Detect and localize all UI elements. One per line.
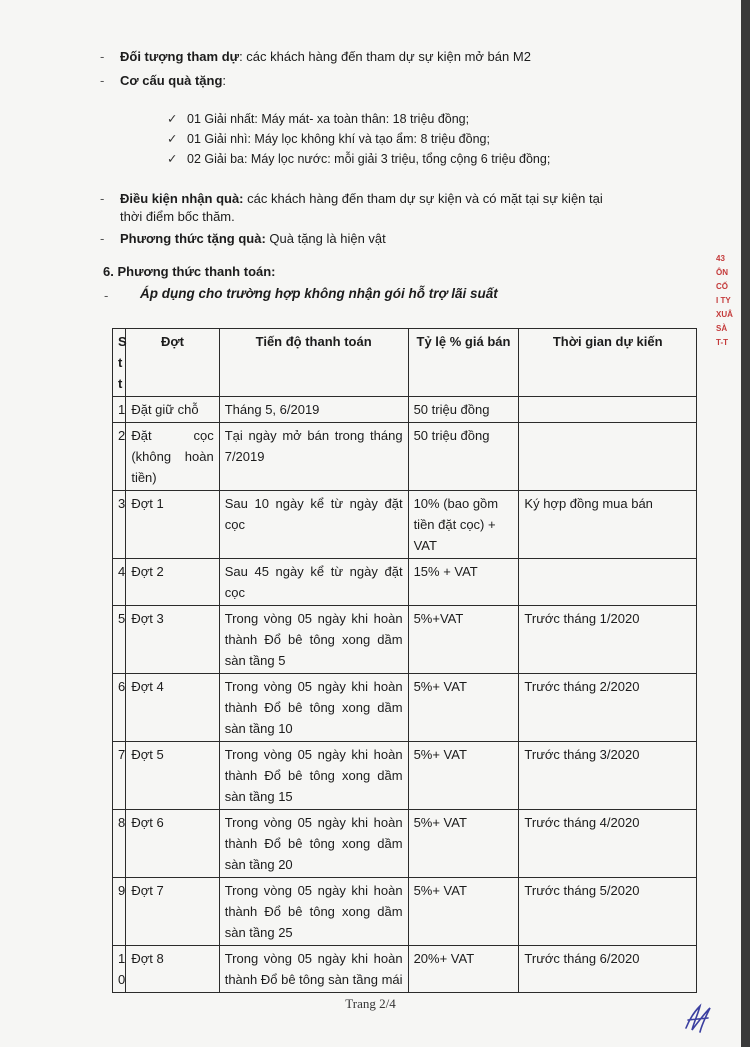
- checkmark-icon: ✓: [167, 112, 178, 126]
- cell-stt: 2: [113, 423, 126, 491]
- cell-dot: Đợt 5: [126, 742, 219, 810]
- cell-percentage: 5%+ VAT: [408, 674, 519, 742]
- stamp-text: T-T: [716, 338, 728, 347]
- table-row: [113, 742, 697, 810]
- cell-dot: Đợt 8: [126, 946, 219, 993]
- checkmark-icon: ✓: [167, 132, 178, 146]
- cell-expected-time: Trước tháng 2/2020: [519, 674, 697, 742]
- bullet-gift-label: Cơ cấu quà tặng: [120, 73, 223, 88]
- cell-expected-time: Trước tháng 3/2020: [519, 742, 697, 810]
- cell-dot: Đợt 7: [126, 878, 219, 946]
- cell-percentage: 15% + VAT: [408, 559, 519, 606]
- stamp-text: ÔN: [716, 268, 728, 277]
- cell-percentage: 50 triệu đồng: [408, 397, 519, 423]
- cell-payment-progress: Trong vòng 05 ngày khi hoàn thành Đổ bê tông xong dầm sàn tầng 10: [219, 674, 408, 742]
- cell-stt: 3: [113, 491, 126, 559]
- page-number: Trang 2/4: [345, 996, 396, 1011]
- cell-percentage: 20%+ VAT: [408, 946, 519, 993]
- cell-dot: Đợt 2: [126, 559, 219, 606]
- cell-dot: Đặt giữ chỗ: [126, 397, 219, 423]
- cell-stt: 9: [113, 878, 126, 946]
- cell-percentage: 5%+ VAT: [408, 810, 519, 878]
- cell-percentage: 50 triệu đồng: [408, 423, 519, 491]
- header-stt: Stt: [113, 329, 126, 397]
- section-subtitle: Áp dụng cho trường hợp không nhận gói hỗ trợ lãi suất: [140, 286, 498, 301]
- cell-payment-progress: Trong vòng 05 ngày khi hoàn thành Đổ bê tông xong dầm sàn tầng 5: [219, 606, 408, 674]
- stamp-text: 43: [716, 254, 725, 263]
- cell-stt: 8: [113, 810, 126, 878]
- cell-dot: Đợt 4: [126, 674, 219, 742]
- cell-expected-time: Trước tháng 5/2020: [519, 878, 697, 946]
- cell-payment-progress: Trong vòng 05 ngày khi hoàn thành Đổ bê tông xong dầm sàn tầng 20: [219, 810, 408, 878]
- table-row: [113, 674, 697, 742]
- section-title: 6. Phương thức thanh toán:: [103, 264, 276, 279]
- bullet-gift-method: [120, 230, 386, 248]
- cell-payment-progress: Trong vòng 05 ngày khi hoàn thành Đổ bê tông sàn tầng mái: [219, 946, 408, 993]
- cell-dot: Đợt 1: [126, 491, 219, 559]
- bullet-dash: -: [104, 288, 109, 303]
- bullet-attendees-text: : các khách hàng đến tham dự sự kiện mở bán M2: [239, 49, 531, 64]
- prize-item: [167, 110, 469, 128]
- cell-expected-time: Trước tháng 6/2020: [519, 946, 697, 993]
- table-row: [113, 491, 697, 559]
- header-percentage: Tỷ lệ % giá bán: [408, 329, 519, 397]
- cell-dot: Đợt 6: [126, 810, 219, 878]
- cell-stt: 4: [113, 559, 126, 606]
- cell-expected-time: Trước tháng 1/2020: [519, 606, 697, 674]
- cell-expected-time: [519, 397, 697, 423]
- cell-dot: Đợt 3: [126, 606, 219, 674]
- conditions-text-line2: thời điểm bốc thăm.: [120, 209, 235, 224]
- bullet-attendees: [120, 48, 531, 66]
- bullet-dash: -: [100, 191, 105, 206]
- gift-method-label: Phương thức tặng quà:: [120, 231, 266, 246]
- bullet-attendees-label: Đối tượng tham dự: [120, 49, 240, 64]
- cell-payment-progress: Tại ngày mở bán trong tháng 7/2019: [219, 423, 408, 491]
- cell-stt: 6: [113, 674, 126, 742]
- cell-payment-progress: Trong vòng 05 ngày khi hoàn thành Đổ bê tông xong dầm sàn tầng 15: [219, 742, 408, 810]
- bullet-dash: -: [100, 49, 105, 64]
- prize-text: 01 Giải nhất: Máy mát- xa toàn thân: 18 triệu đồng;: [187, 112, 470, 126]
- table-row: [113, 559, 697, 606]
- stamp-fragment: [716, 252, 740, 350]
- cell-percentage: 5%+ VAT: [408, 878, 519, 946]
- table-row: [113, 423, 697, 491]
- cell-stt: 10: [113, 946, 126, 993]
- cell-stt: 5: [113, 606, 126, 674]
- header-payment-progress: Tiến độ thanh toán: [219, 329, 408, 397]
- bullet-gift-colon: :: [222, 73, 227, 88]
- bullet-conditions: [120, 190, 603, 208]
- header-dot: Đợt: [126, 329, 219, 397]
- cell-payment-progress: Sau 10 ngày kể từ ngày đặt cọc: [219, 491, 408, 559]
- bullet-dash: -: [100, 73, 105, 88]
- table-row: [113, 397, 697, 423]
- conditions-text: các khách hàng đến tham dự sự kiện và có mặt tại sự kiện tại: [243, 191, 603, 206]
- cell-expected-time: Trước tháng 4/2020: [519, 810, 697, 878]
- cell-stt: 1: [113, 397, 126, 423]
- stamp-text: XUÂ: [716, 310, 733, 319]
- table-header-row: [113, 329, 697, 397]
- cell-payment-progress: Trong vòng 05 ngày khi hoàn thành Đổ bê tông xong dầm sàn tầng 25: [219, 878, 408, 946]
- cell-dot: Đặt cọc (không hoàn tiền): [126, 423, 219, 491]
- stamp-text: I TY: [716, 296, 731, 305]
- conditions-label: Điều kiện nhận quà:: [120, 191, 244, 206]
- bullet-gift-structure: [120, 72, 226, 90]
- table-row: [113, 606, 697, 674]
- bullet-dash: -: [100, 231, 105, 246]
- stamp-text: CỐ: [716, 282, 728, 291]
- cell-percentage: 5%+VAT: [408, 606, 519, 674]
- cell-expected-time: Ký hợp đồng mua bán: [519, 491, 697, 559]
- table-row: [113, 946, 697, 993]
- prize-text: 02 Giải ba: Máy lọc nước: mỗi giải 3 triệu, tổng cộng 6 triệu đồng;: [187, 152, 551, 166]
- table-row: [113, 810, 697, 878]
- cell-percentage: 5%+ VAT: [408, 742, 519, 810]
- cell-payment-progress: Sau 45 ngày kể từ ngày đặt cọc: [219, 559, 408, 606]
- cell-percentage: 10% (bao gồm tiền đặt cọc) + VAT: [408, 491, 519, 559]
- cell-stt: 7: [113, 742, 126, 810]
- gift-method-text: Quà tặng là hiện vật: [265, 231, 386, 246]
- cell-expected-time: [519, 559, 697, 606]
- table-row: [113, 878, 697, 946]
- cell-payment-progress: Tháng 5, 6/2019: [219, 397, 408, 423]
- payment-schedule-table: [112, 328, 697, 993]
- checkmark-icon: ✓: [167, 152, 178, 166]
- prize-item: [167, 150, 550, 168]
- prize-item: [167, 130, 490, 148]
- stamp-text: SÀ: [716, 324, 728, 333]
- scan-edge: [741, 0, 750, 1047]
- header-expected-time: Thời gian dự kiến: [519, 329, 697, 397]
- prize-text: 01 Giải nhì: Máy lọc không khí và tạo ẩm: 8 triệu đồng;: [187, 132, 490, 146]
- cell-expected-time: [519, 423, 697, 491]
